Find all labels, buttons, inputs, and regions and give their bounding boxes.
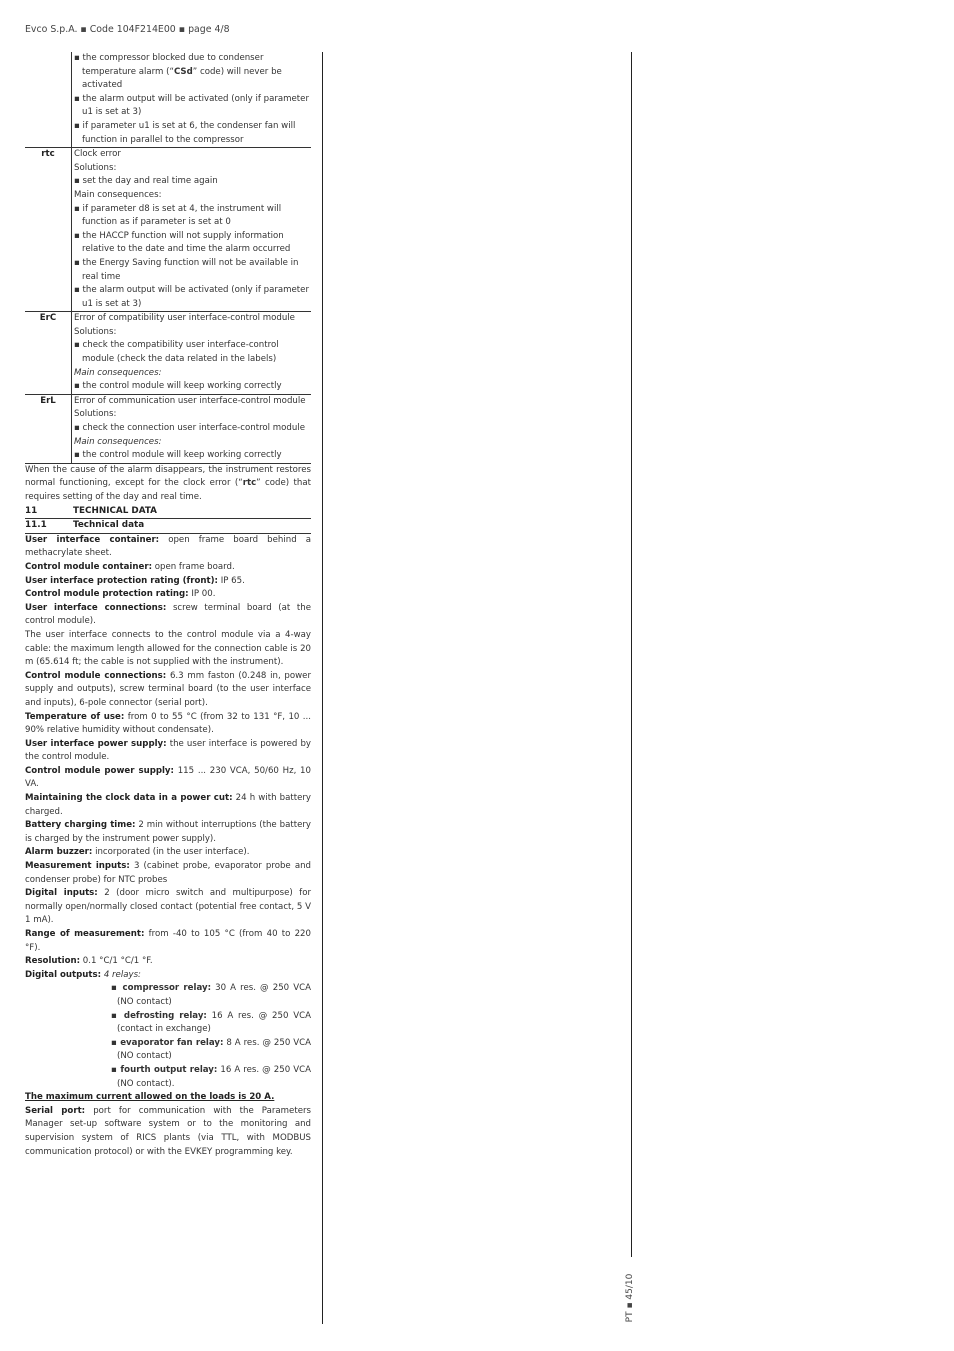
alarm-row-erc (25, 312, 311, 395)
spec-item: Control module power supply: 115 ... 230 VCA, 50/60 Hz, 10 VA. (25, 765, 311, 790)
spec-item: Measurement inputs: 3 (cabinet probe, evaporator probe and condenser probe) for NTC probes (25, 861, 311, 885)
spec-list (25, 534, 311, 969)
alarm-code: ErC (25, 312, 72, 395)
alarm-bullet: ▪ check the connection user interface-control module (74, 423, 305, 434)
left-column (25, 52, 311, 1159)
alarm-line: Error of communication user interface-control module (74, 395, 306, 406)
section-heading-technical-data: 11 TECHNICAL DATA (25, 505, 311, 520)
spec-item: Control module container: open frame board. (25, 561, 235, 572)
page-header: Evco S.p.A. ▪ Code 104F214E00 ▪ page 4/8 (25, 24, 230, 35)
alarm-line: Main consequences: (74, 189, 162, 200)
alarm-bullet: ▪ the alarm output will be activated (only if parameter u1 is set at 3) (74, 285, 309, 309)
alarm-code: ErL (25, 394, 72, 463)
spec-item: User interface connections: screw terminal board (at the control module). (25, 602, 311, 627)
spec-item: Control module connections: 6.3 mm faston (0.248 in, power supply and outputs), screw terminal board (to the user interface and inputs), 6-pole connector (serial port). (25, 670, 311, 708)
column-divider-left (322, 52, 323, 1324)
alarm-continued-bullet: ▪ the alarm output will be activated (only if parameter u1 is set at 3) (74, 93, 309, 118)
spec-item: Battery charging time: 2 min without interruptions (the battery is charged by the instrument power supply). (25, 820, 311, 844)
spec-item: User interface container: open frame board behind a methacrylate sheet. (25, 534, 311, 559)
alarm-row-rtc (25, 148, 311, 312)
relay-item: ▪ defrosting relay: 16 A res. @ 250 VCA (contact in exchange) (111, 1010, 311, 1035)
alarm-row-continued (25, 52, 311, 148)
alarm-line: Main consequences: (74, 436, 162, 447)
alarm-bullet: ▪ the HACCP function will not supply information relative to the date and time the alarm occurred (74, 230, 291, 255)
alarm-bullet: ▪ set the day and real time again (74, 176, 218, 187)
alarm-continued-bullet: ▪ the compressor blocked due to condenser temperature alarm (“CSd” code) will never be activated (74, 53, 282, 91)
alarm-bullet: ▪ the Energy Saving function will not be available in real time (74, 257, 299, 282)
alarm-line: Solutions: (74, 162, 117, 173)
alarm-restore-note: When the cause of the alarm disappears, the instrument restores normal functioning, except for the clock error (“rtc” code) that requires setting of the day and real time. (25, 464, 311, 502)
alarm-line: Solutions: (74, 409, 117, 420)
alarm-line: Main consequences: (74, 367, 162, 378)
relay-item: ▪ evaporator fan relay: 8 A res. @ 250 VCA (NO contact) (111, 1037, 311, 1062)
relay-list (25, 982, 311, 1091)
alarm-line: Solutions: (74, 326, 117, 337)
spec-item: Digital inputs: 2 (door micro switch and multipurpose) for normally open/normally closed contact (potential free contact, 5 V 1 mA). (25, 888, 312, 926)
spec-digital-outputs: Digital outputs: 4 relays: (25, 969, 141, 980)
page-footer-code: PT ▪ 45/10 (625, 1273, 636, 1323)
alarm-continued-description (72, 52, 312, 148)
subsection-heading-technical-data: 11.1 Technical data (25, 519, 311, 534)
spec-item: User interface protection rating (front): IP 65. (25, 575, 245, 586)
alarm-bullet: ▪ check the compatibility user interface-control module (check the data related in the labels) (74, 340, 279, 365)
spec-item: Temperature of use: from 0 to 55 °C (from 32 to 131 °F, 10 ... 90% relative humidity without condensate). (25, 711, 311, 736)
alarm-line: Clock error (74, 149, 121, 160)
alarm-row-erl (25, 394, 311, 463)
max-current-note: The maximum current allowed on the loads is 20 A. (25, 1092, 275, 1103)
relay-item: ▪ fourth output relay: 16 A res. @ 250 VCA (NO contact). (111, 1064, 311, 1089)
spec-item: Maintaining the clock data in a power cut: 24 h with battery charged. (25, 793, 311, 817)
alarm-continued-bullet: ▪ if parameter u1 is set at 6, the condenser fan will function in parallel to the compressor (74, 120, 296, 145)
alarm-code: rtc (25, 148, 72, 312)
spec-item: The user interface connects to the control module via a 4-way cable: the maximum length allowed for the connection cable is 20 m (65.614 ft; the cable is not supplied with the instrument). (25, 629, 311, 668)
alarm-bullet: ▪ the control module will keep working correctly (74, 381, 282, 392)
alarm-description (72, 394, 312, 463)
alarm-table (25, 52, 311, 464)
spec-item: Control module protection rating: IP 00. (25, 589, 216, 600)
alarm-description (72, 148, 312, 312)
alarm-description (72, 312, 312, 395)
column-divider-right (631, 52, 632, 1257)
spec-item: Range of measurement: from -40 to 105 °C (from 40 to 220 °F). (25, 929, 311, 953)
alarm-bullet: ▪ the control module will keep working correctly (74, 450, 282, 461)
spec-item: Resolution: 0.1 °C/1 °C/1 °F. (25, 956, 153, 967)
spec-item: User interface power supply: the user interface is powered by the control module. (25, 738, 311, 763)
spec-serial-port: Serial port: port for communication with the Parameters Manager set-up software system or to the monitoring and supervision system of RICS plants (via TTL, with MODBUS communication protocol) or with the EVKEY programming key. (25, 1105, 311, 1157)
alarm-line: Error of compatibility user interface-control module (74, 313, 295, 324)
relay-item: ▪ compressor relay: 30 A res. @ 250 VCA (NO contact) (111, 983, 311, 1007)
spec-item: Alarm buzzer: incorporated (in the user interface). (25, 847, 250, 858)
alarm-bullet: ▪ if parameter d8 is set at 4, the instrument will function as if parameter is set at 0 (74, 203, 282, 228)
